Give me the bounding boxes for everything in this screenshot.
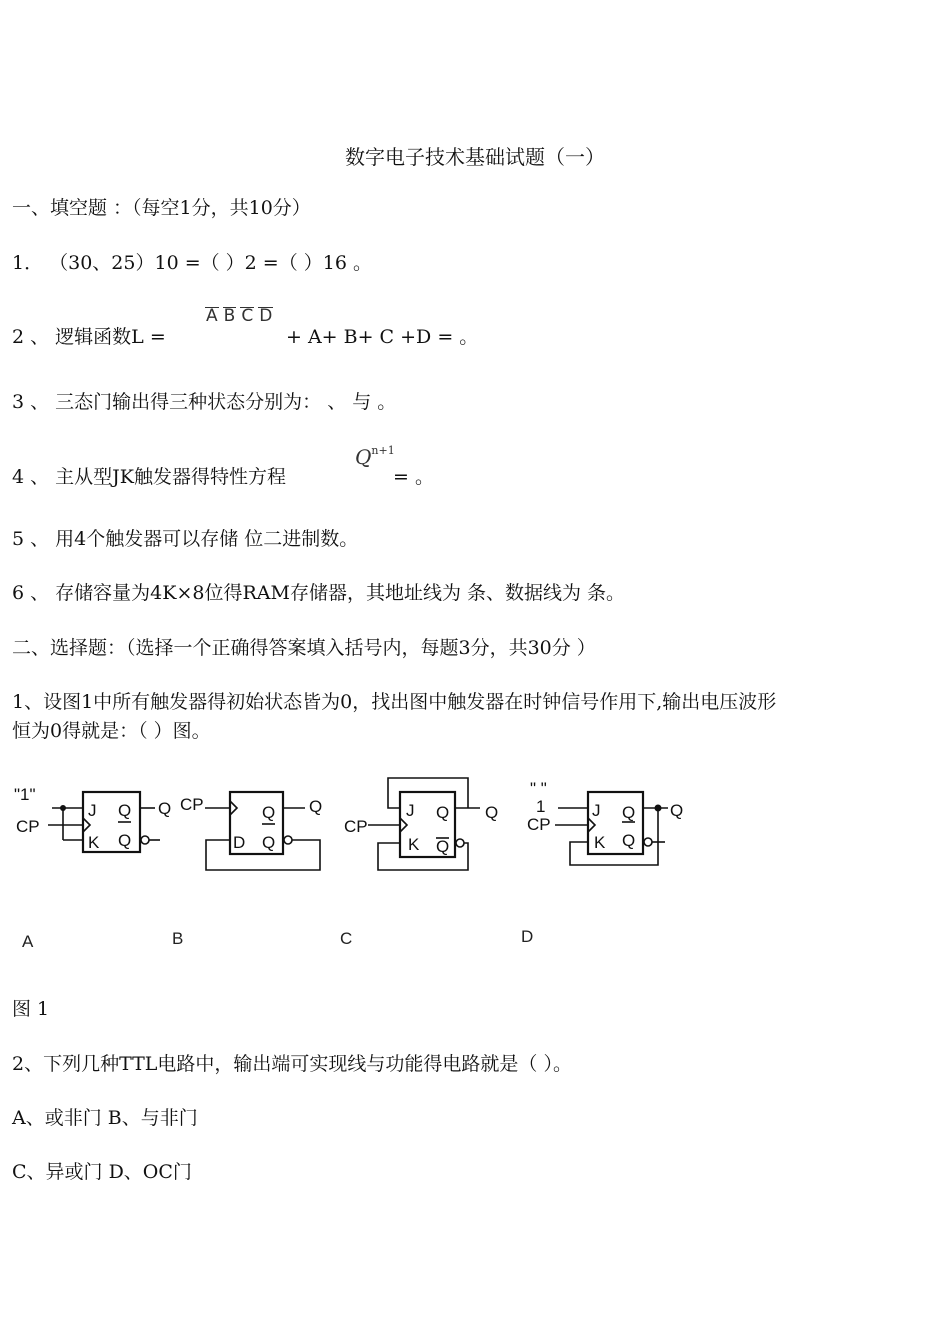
logic-expression-overbars (205, 306, 277, 326)
junction-dot-d (655, 805, 662, 812)
label-j-a: J (88, 801, 97, 820)
figure-1-circuits (0, 770, 720, 885)
question-2-1-line2: 恒为0得就是：（ ）图。 (12, 720, 211, 742)
label-cp-d: CP (527, 815, 551, 834)
question-2-2: 2、下列几种TTL电路中，输出端可实现线与功能得电路就是（ ）。 (12, 1053, 572, 1075)
label-quote-d: " " (530, 779, 547, 798)
label-q-a: Q (118, 801, 132, 820)
label-j-d: J (592, 801, 601, 820)
label-cp-c: CP (344, 817, 368, 836)
label-qbar-c: Q (436, 837, 450, 856)
figure-option-d: D (521, 927, 534, 946)
question-1-3: 3 、 三态门输出得三种状态分别为： 、 与 。 (12, 391, 397, 413)
label-j-c: J (406, 801, 415, 820)
label-qout-a: Q (158, 799, 172, 818)
label-cp-b: CP (180, 795, 204, 814)
label-cp-a: CP (16, 817, 40, 836)
label-qout-d: Q (670, 801, 684, 820)
section1-heading: 一、填空题 ：（每空1分，共10分） (12, 197, 311, 219)
question-2-1-line1: 1、设图1中所有触发器得初始状态皆为0，找出图中触发器在时钟信号作用下,输出电压波形 (12, 691, 777, 713)
label-k-c: K (408, 835, 420, 854)
label-q-c: Q (436, 803, 450, 822)
figure-option-a: A (22, 932, 34, 951)
question-1-6: 6 、 存储容量为4K×8位得RAM存储器，其地址线为 条、数据线为 条。 (12, 582, 626, 604)
page-title: 数字电子技术基础试题（一） (345, 145, 605, 169)
label-q-b: Q (262, 803, 276, 822)
overbar-c: C (241, 306, 254, 326)
question-1-5: 5 、 用4个触发器可以存储 位二进制数。 (12, 528, 359, 550)
junction-dot-a (60, 805, 66, 811)
question-1-4-prefix: 4 、 主从型JK触发器得特性方程 (12, 466, 286, 488)
overbar-d: D (259, 306, 273, 326)
overbar-a: A (206, 306, 218, 326)
label-qbar-a: Q (118, 831, 132, 850)
label-q-d: Q (622, 803, 636, 822)
label-one-d: 1 (536, 797, 546, 816)
label-k-a: K (88, 833, 100, 852)
label-one-a: "1" (14, 785, 36, 804)
section2-heading: 二、选择题：（选择一个正确得答案填入括号内，每题3分，共30分 ） (12, 637, 596, 659)
question-2-2-options-ab: A、或非门 B、与非门 (12, 1107, 198, 1129)
question-1-1: 1． （30、25）10 =（ ）2 =（ ）16 。 (12, 252, 372, 274)
question-1-4-suffix: = 。 (393, 466, 434, 488)
figure-caption: 图 1 (12, 998, 50, 1020)
label-qout-b: Q (309, 797, 323, 816)
overbar-b: B (223, 306, 236, 326)
label-qbar-d: Q (622, 831, 636, 850)
question-1-2-suffix: + A+ B+ C +D = 。 (286, 326, 479, 348)
characteristic-equation-symbol: $Q^{n+1}$ (355, 444, 395, 469)
figure-option-b: B (172, 929, 184, 948)
label-d-b: D (233, 833, 246, 852)
question-2-2-options-cd: C、异或门 D、OC门 (12, 1161, 192, 1183)
figure-option-c: C (340, 929, 353, 948)
label-k-d: K (594, 833, 606, 852)
question-1-2-prefix: 2 、 逻辑函数L = (12, 326, 166, 348)
label-qout-c: Q (485, 803, 499, 822)
label-qbar-b: Q (262, 833, 276, 852)
